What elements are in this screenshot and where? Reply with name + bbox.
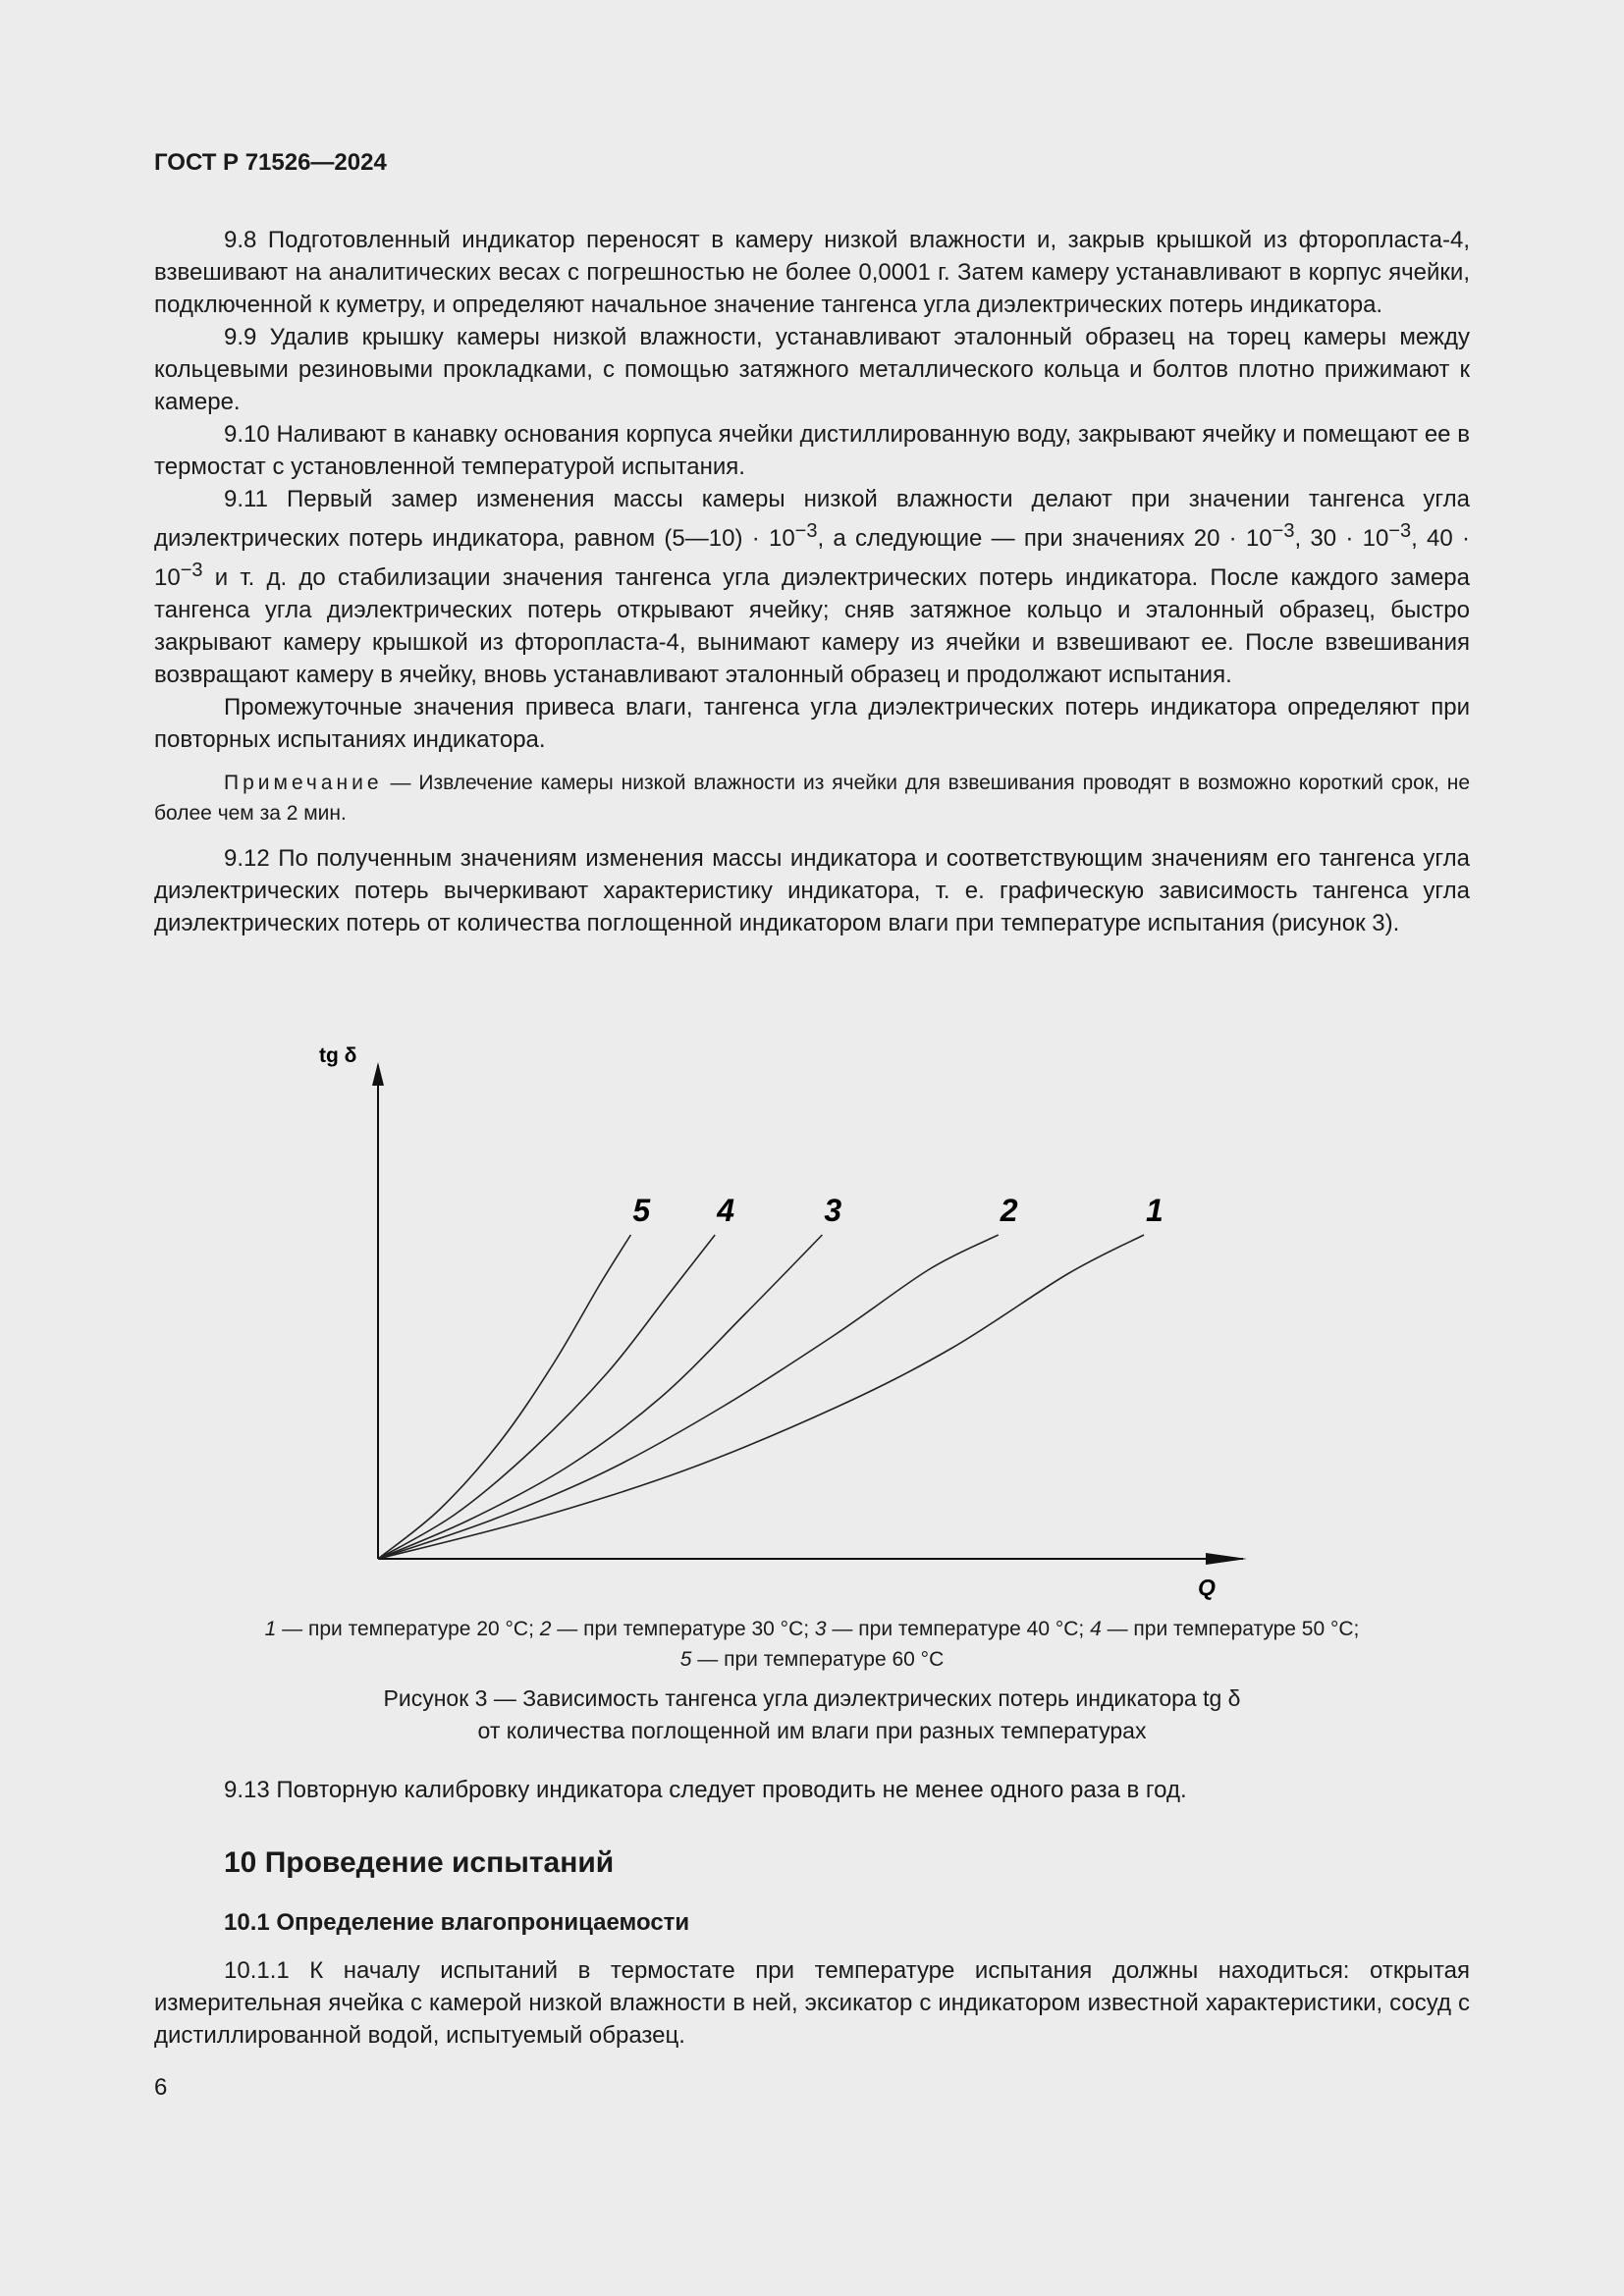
x-axis-arrow [1206,1553,1247,1565]
body-text-top [154,224,1470,939]
curve-label-1: 1 [1146,1193,1164,1228]
body-text-10 [154,1954,1470,2052]
curve-label-5: 5 [632,1193,651,1228]
paragraph-10-1-1: 10.1.1 К началу испытаний в термостате при температуре испытания должны находиться: открытая измерительная ячейка с камерой низкой влажности в ней, эксикатор с индикатором известной характеристики, сосуд с дистиллированной водой, испытуемый образец. [154,1957,1470,2049]
paragraph-9-13: 9.13 Повторную калибровку индикатора следует проводить не менее одного раза в год. [224,1777,1187,1803]
section-10-1-title: 10.1 Определение влагопроницаемости [224,1909,690,1936]
y-axis-label: tg δ [319,1044,357,1067]
note-text: — Извлечение камеры низкой влажности из ячейки для взвешивания проводят в возможно короткий срок, не более чем за 2 мин. [154,772,1470,825]
paragraph-9-11: 9.11 Первый замер изменения массы камеры низкой влажности делают при значении тангенса угла диэлектрических потерь индикатора, равном (5—10) · $10^{-3}$, а следующие — при значениях $20 \cdot 10^{-3}$, $30 \cdot 10^{-3}$, $40 \cdot 10^{-3}$ и т. д. до стабилизации значения тангенса угла диэлектрических потерь индикатора. После каждого замера тангенса угла диэлектрических потерь открывают ячейку; сняв затяжное кольцо и эталонный образец, быстро закрывают камеру крышкой из фторопласта-4, вынимают камеру из ячейки и взвешивают ее. После взвешивания возвращают камеру в ячейку, вновь устанавливают эталонный образец и продолжают испытания. [154,486,1470,688]
paragraph-9-8: 9.8 Подготовленный индикатор переносят в камеру низкой влажности и, закрыв крышкой из фторопласта-4, взвешивают на аналитических весах с погрешностью не более 0,0001 г. Затем камеру устанавливают в корпус ячейки, подключенной к куметру, и определяют начальное значение тангенса угла диэлектрических потерь индикатора. [154,227,1470,318]
curve-2 [378,1235,999,1559]
page-number: 6 [154,2074,168,2101]
paragraph-9-10: 9.10 Наливают в канавку основания корпуса ячейки дистиллированную воду, закрывают ячейку и помещают ее в термостат с установленной температурой испытания. [154,421,1470,480]
curve-1 [378,1235,1144,1559]
figure-legend [154,1614,1470,1675]
note [154,768,1470,828]
body-text-9-13 [154,1774,1470,1806]
curve-4 [378,1235,715,1559]
curve-label-3: 3 [824,1193,842,1228]
document-header: ГОСТ Р 71526—2024 [154,149,387,176]
curve-label-2: 2 [1000,1193,1018,1228]
paragraph-9-9: 9.9 Удалив крышку камеры низкой влажности, устанавливают эталонный образец на торец камеры между кольцевыми резиновыми прокладками, с помощью затяжного металлического кольца и болтов плотно прижимают к камере. [154,324,1470,415]
legend-line-1: 1 — при температуре 20 °C; 2 — при температуре 30 °C; 3 — при температуре 40 °C; 4 — при температуре 50 °C; [264,1618,1360,1640]
note-label: Примечание [224,772,383,794]
figure-title: Рисунок 3 — Зависимость тангенса угла диэлектрических потерь индикатора tg δ от количества поглощенной им влаги при разных температурах [383,1685,1241,1743]
curve-5 [378,1235,630,1559]
y-axis-arrow [372,1062,384,1086]
section-10-title: 10 Проведение испытаний [224,1846,615,1879]
x-axis-label: Q [1198,1575,1216,1600]
figure-3-chart [295,1021,1257,1610]
legend-line-2: 5 — при температуре 60 °C [679,1648,945,1671]
paragraph-9-12: 9.12 По полученным значениям изменения массы индикатора и соответствующим значениям его тангенса угла диэлектрических потерь вычеркивают характеристику индикатора, т. е. графическую зависимость тангенса угла диэлектрических потерь от количества поглощенной индикатором влаги при температуре испытания (рисунок 3). [154,845,1470,936]
curve-label-4: 4 [717,1193,734,1228]
paragraph-intermediate: Промежуточные значения привеса влаги, тангенса угла диэлектрических потерь индикатора определяют при повторных испытаниях индикатора. [154,694,1470,753]
